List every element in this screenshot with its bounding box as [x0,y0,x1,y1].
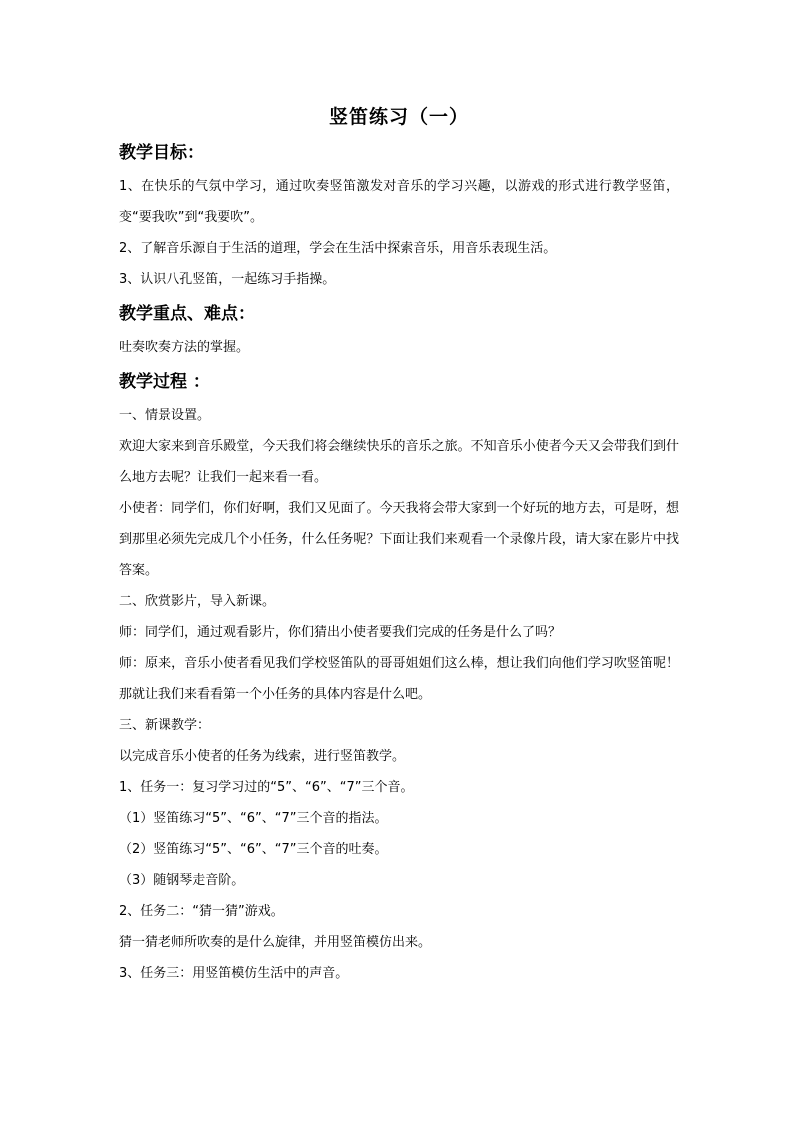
paragraph: 3、任务三：用竖笛模仿生活中的声音。 [119,966,349,981]
paragraph: 猜一猜老师所吹奏的是什么旋律，并用竖笛模仿出来。 [119,935,432,950]
section-heading: 教学目标： [119,143,204,163]
paragraph: 2、任务二：“猜一猜”游戏。 [119,904,284,919]
section-heading: 教学重点、难点： [119,304,255,324]
paragraph: 小使者：同学们，你们好啊，我们又见面了。今天我将会带大家到一个好玩的地方去，可是呀，想到那里必须先完成几个小任务，什么任务呢？下面让我们来观看一个录像片段，请大家在影片中找答案。 [119,501,679,578]
paragraph: 1、任务一：复习学习过的“5”、“6”、“7”三个音。 [119,780,414,795]
document-page [119,100,679,989]
paragraph: 师：同学们，通过观看影片，你们猜出小使者要我们完成的任务是什么了吗？ [119,625,562,640]
paragraph: 1、在快乐的气氛中学习，通过吹奏竖笛激发对音乐的学习兴趣，以游戏的形式进行教学竖笛，变“要我吹”到“我要吹”。 [119,179,679,225]
section-key-points [119,299,679,363]
paragraph: 师：原来，音乐小使者看见我们学校竖笛队的哥哥姐姐们这么棒，想让我们向他们学习吹竖笛呢！那就让我们来看看第一个小任务的具体内容是什么吧。 [119,656,679,702]
paragraph: （1）竖笛练习“5”、“6”、“7”三个音的指法。 [119,811,388,826]
paragraph: 吐奏吹奏方法的掌握。 [119,340,250,355]
paragraph: （3）随钢琴走音阶。 [119,873,245,888]
paragraph: 二、欣赏影片，导入新课。 [119,594,276,609]
paragraph: 以完成音乐小使者的任务为线索，进行竖笛教学。 [119,749,406,764]
paragraph: 三、新课教学： [119,718,211,733]
paragraph: 3、认识八孔竖笛，一起练习手指操。 [119,272,336,287]
section-process [119,367,679,989]
paragraph: 一、情景设置。 [119,408,211,423]
paragraph: 2、了解音乐源自于生活的道理，学会在生活中探索音乐，用音乐表现生活。 [119,241,557,256]
paragraph: 欢迎大家来到音乐殿堂，今天我们将会继续快乐的音乐之旅。不知音乐小使者今天又会带我们到什么地方去呢？让我们一起来看一看。 [119,439,679,485]
section-objectives [119,138,679,295]
section-heading: 教学过程 ： [119,372,210,392]
paragraph: （2）竖笛练习“5”、“6”、“7”三个音的吐奏。 [119,842,388,857]
document-title: 竖笛练习（一） [328,106,469,128]
